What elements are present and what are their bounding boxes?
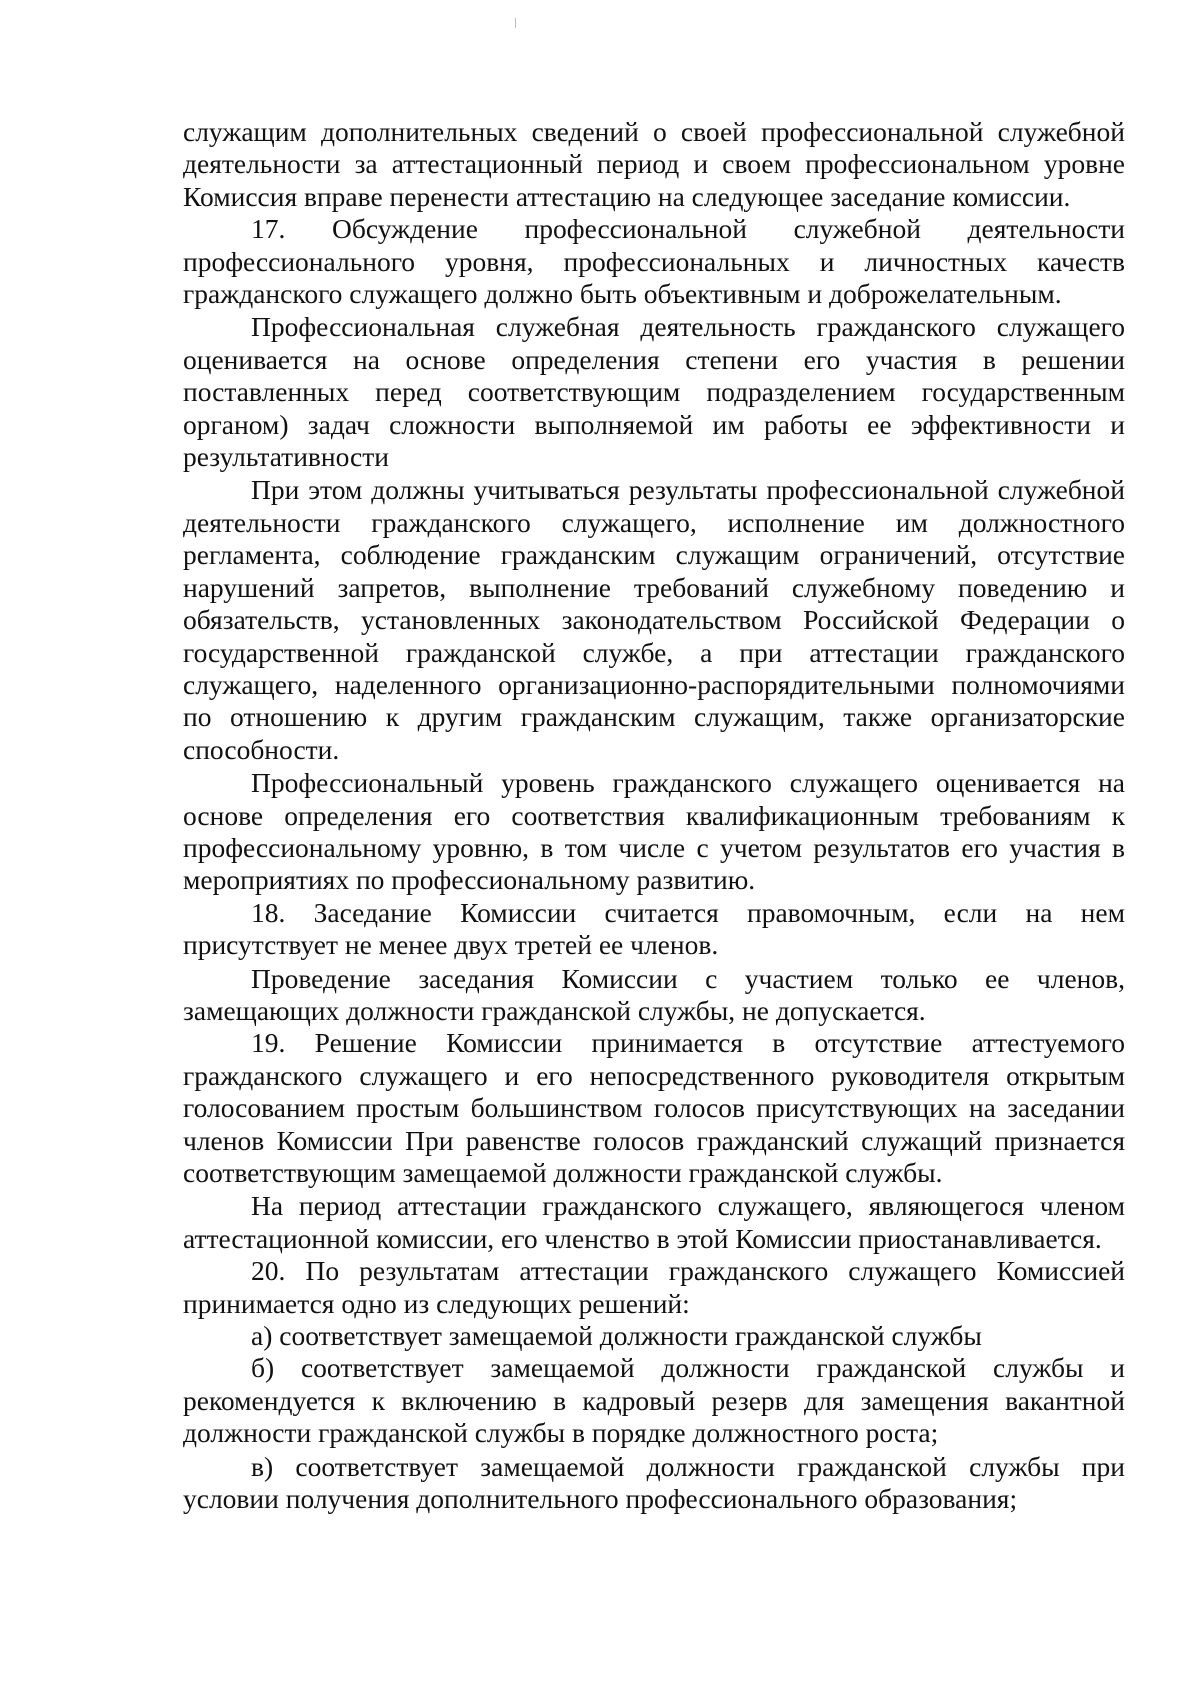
paragraph-item-19: 19. Решение Комиссии принимается в отсутствие аттестуемого гражданского служащего и его непосредственного руководителя открытым голосованием простым большинством голосов присутствующих на заседании членов Комиссии При равенстве голосов гражданский служащий признается соответствующим замещаемой должности гражданской службы. — [183, 1027, 1125, 1188]
scan-mark — [515, 18, 516, 28]
paragraph-item-20: 20. По результатам аттестации гражданского служащего Комиссией принимается одно из следующих решений: — [183, 1255, 1125, 1319]
decision-option-c: в) соответствует замещаемой должности гражданской службы при условии получения дополнительного профессионального образования; — [183, 1450, 1125, 1515]
paragraph-considerations: При этом должны учитываться результаты профессиональной служебной деятельности гражданского служащего, исполнение им должностного регламента, соблюдение гражданским служащим ограничений, отсутствие нарушений запретов, выполнение требований служебному поведению и обязательств, установленных законодательством Российской Федерации о государственной гражданской службе, а при аттестации гражданского служащего, наделенного организационно-распорядительными полномочиями по отношению к другим гражданским служащим, также организаторские способности. — [183, 474, 1125, 765]
paragraph-membership-suspension: На период аттестации гражданского служащего, являющегося членом аттестационной комиссии, его членство в этой Комиссии приостанавливается. — [183, 1190, 1125, 1254]
paragraph-item-18: 18. Заседание Комиссии считается правомочным, если на нем присутствует не менее двух третей ее членов. — [183, 896, 1125, 961]
paragraph-meeting-restriction: Проведение заседания Комиссии с участием только ее членов, замещающих должности гражданской службы, не допускается. — [183, 962, 1125, 1026]
decision-option-b: б) соответствует замещаемой должности гражданской службы и рекомендуется к включению в кадровый резерв для замещения вакантной должности гражданской службы в порядке должностного роста; — [183, 1352, 1125, 1449]
paragraph-item-17: 17. Обсуждение профессиональной служебной деятельности профессионального уровня, профессиональных и личностных качеств гражданского служащего должно быть объективным и доброжелательным. — [183, 213, 1125, 310]
paragraph-continuation: служащим дополнительных сведений о своей профессиональной служебной деятельности за аттестационный период и своем профессиональном уровне Комиссия вправе перенести аттестацию на следующее заседание комиссии. — [183, 116, 1125, 212]
paragraph-professional-level: Профессиональный уровень гражданского служащего оценивается на основе определения его соответствия квалификационным требованиям к профессиональному уровню, в том числе с учетом результатов его участия в мероприятиях по профессиональному развитию. — [183, 767, 1125, 896]
document-page — [183, 116, 1125, 1515]
decision-option-a: а) соответствует замещаемой должности гражданской службы — [251, 1320, 982, 1352]
paragraph-activity-assessment: Профессиональная служебная деятельность гражданского служащего оценивается на основе определения степени его участия в решении поставленных перед соответствующим подразделением государственным органом) задач сложности выполняемой им работы ее эффективности и результативности — [183, 311, 1125, 473]
